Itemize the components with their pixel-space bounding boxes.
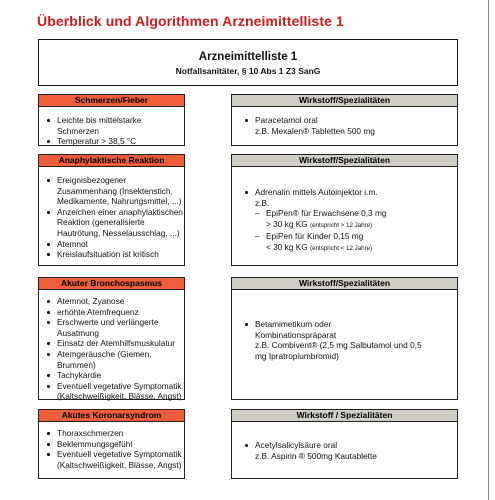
symptom-item: Anzeichen einer anaphylaktischen Reaktion (generalisierte Hautrötung, Nesselausschlag, ...) (42, 207, 184, 239)
dose-weight: > 30 kg KG (266, 218, 308, 229)
drug-item: Acetylsalicylsäure oral (240, 440, 457, 451)
drug-dose-line: – EpiPen für Kinder 0,15 mg < 30 kg KG (entspricht < 12 Jahre) (255, 231, 373, 252)
dose-note: (entspricht < 12 Jahre) (310, 244, 373, 252)
symptom-panel-anaphylaxis (38, 154, 185, 266)
symptom-panel-bronchospasm (38, 277, 185, 400)
drug-item: Adrenalin mittels Autoinjektor i.m. (240, 187, 457, 198)
symptom-heading: Anaphylaktische Reaktion (39, 155, 184, 167)
dose-text: EpiPen für Kinder 0,15 mg (266, 231, 364, 242)
symptom-item: Leichte bis mittelstarke Schmerzen (42, 115, 184, 136)
drug-panel-bronchospasm (231, 277, 458, 400)
symptom-item: Erschwerte und verlängerte Ausatmung (42, 317, 184, 338)
symptom-heading: Akutes Koronarsyndrom (39, 410, 184, 422)
page-edge-line (488, 0, 489, 500)
symptom-item: Beklemmungsgefühl (42, 439, 184, 450)
drug-panel-anaphylaxis (231, 154, 458, 266)
symptom-item: Ereignisbezogener Zusammenhang (Insektenstich, Medikamente, Nahrungsmittel, ...) (42, 175, 184, 207)
symptom-item: Atemgeräusche (Giemen, Brummen) (42, 349, 184, 370)
symptom-item: Eventuell vegetative Symptomatik (Kaltschweißigkeit, Blässe, Angst) (42, 449, 184, 470)
dose-text: EpiPen® für Erwachsene 0,3 mg (266, 208, 387, 219)
symptom-item: Atemnot (42, 239, 184, 250)
drug-heading: Wirkstoff/Spezialitäten (232, 278, 457, 290)
list-subtitle: Notfallsanitäter, § 10 Abs 1 Z3 SanG (175, 66, 321, 76)
symptom-heading: Akuter Bronchospasmus (39, 278, 184, 290)
symptom-item: erhöhte Atemfrequenz (42, 307, 184, 318)
symptom-item: Thoraxschmerzen (42, 428, 184, 439)
drug-panel-pain (231, 94, 458, 146)
drug-item: Betamimetikum oder Kombinationspräparat (240, 319, 380, 340)
symptom-heading: Schmerzen/Fieber (39, 95, 184, 107)
symptom-panel-acs (38, 409, 185, 479)
drug-dose-line: – EpiPen® für Erwachsene 0,3 mg > 30 kg KG (entspricht > 12 Jahre) (255, 208, 387, 229)
drug-example: z.B. Aspirin ® 500mg Kautablette (255, 450, 377, 461)
drug-example: z.B. Combivent® (2,5 mg Salbutamol und 0,5 mg Ipratropiumbromid) (255, 340, 422, 361)
symptom-panel-pain (38, 94, 185, 146)
drug-panel-acs (231, 409, 458, 479)
symptom-item: Einsatz der Atemhilfsmuskulatur (42, 338, 184, 349)
symptom-item: Tachykardie (42, 370, 184, 381)
list-header-box (38, 39, 458, 86)
drug-item: Paracetamol oral (240, 115, 457, 126)
symptom-item: Atemnot, Zyanose (42, 296, 184, 307)
dose-weight: < 30 kg KG (266, 241, 308, 252)
drug-example: z.B. (255, 197, 270, 208)
symptom-item: Eventuell vegetative Symptomatik (Kaltschweißigkeit, Blässe, Angst) (42, 381, 184, 402)
drug-heading: Wirkstoff / Spezialitäten (232, 410, 457, 422)
symptom-item: Temperatur > 38,5 °C (42, 136, 184, 147)
dose-note: (entspricht > 12 Jahre) (310, 221, 373, 229)
page-title: Überblick und Algorithmen Arzneimittelliste 1 (37, 13, 344, 29)
symptom-item: Kreislaufsituation ist kritisch (42, 249, 184, 260)
list-title: Arzneimittelliste 1 (198, 51, 298, 63)
drug-heading: Wirkstoff/Spezialitäten (232, 155, 457, 167)
drug-example: z.B. Mexalen® Tabletten 500 mg (255, 125, 375, 136)
drug-heading: Wirkstoff/Spezialitäten (232, 95, 457, 107)
